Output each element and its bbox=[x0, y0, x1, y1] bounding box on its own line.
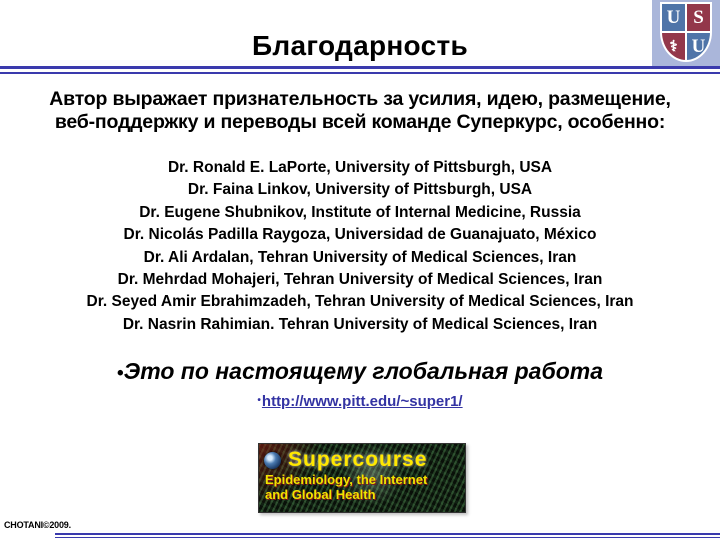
acknowledgement-line: Dr. Nicolás Padilla Raygoza, Universidad de Guanajuato, México bbox=[123, 226, 597, 244]
footer-rule-thin bbox=[55, 537, 720, 538]
shield-quadrant-letter: S bbox=[687, 4, 710, 31]
footer-rule-thick bbox=[55, 533, 720, 535]
medical-staff-icon: ⚕ bbox=[669, 39, 678, 55]
intro-line-1: Автор выражает признательность за усилия, идею, размещение, bbox=[49, 88, 671, 110]
title-underline-rule-thick bbox=[0, 66, 720, 69]
shield-quadrant-letter: U bbox=[687, 33, 710, 60]
bullet-icon: • bbox=[257, 395, 261, 406]
banner-subtitle-line-2: and Global Health bbox=[265, 487, 376, 502]
acknowledgement-line: Dr. Ali Ardalan, Tehran University of Medical Sciences, Iran bbox=[143, 248, 577, 266]
supercourse-url-link[interactable]: http://www.pitt.edu/~super1/ bbox=[261, 393, 463, 410]
acknowledgement-line: Dr. Nasrin Rahimian. Tehran University of Medical Sciences, Iran bbox=[122, 315, 598, 333]
title-underline-rule-thin bbox=[0, 72, 720, 74]
banner-title-row bbox=[259, 444, 465, 472]
page-title: Благодарность bbox=[251, 30, 468, 61]
acknowledgement-line: Dr. Eugene Shubnikov, Institute of Internal Medicine, Russia bbox=[139, 203, 581, 221]
banner-subtitle-line-1: Epidemiology, the Internet bbox=[265, 472, 428, 487]
acknowledgement-line: Dr. Faina Linkov, University of Pittsburgh, USA bbox=[187, 181, 533, 199]
shield-icon bbox=[660, 2, 712, 62]
global-work-statement-text: Это по настоящему глобальная работа bbox=[123, 358, 603, 384]
intro-line-2: веб-поддержку и переводы всей команде Суперкурс, особенно: bbox=[54, 111, 666, 133]
bullet-icon: • bbox=[117, 363, 124, 384]
globe-icon bbox=[264, 452, 281, 469]
acknowledgement-line: Dr. Ronald E. LaPorte, University of Pittsburgh, USA bbox=[167, 159, 553, 176]
university-crest-logo bbox=[652, 0, 720, 66]
supercourse-link-row bbox=[0, 393, 720, 410]
supercourse-banner-image bbox=[258, 443, 466, 513]
global-work-statement bbox=[0, 358, 720, 385]
acknowledgement-line: Dr. Seyed Amir Ebrahimzadeh, Tehran University of Medical Sciences, Iran bbox=[86, 293, 634, 311]
acknowledgement-line: Dr. Mehrdad Mohajeri, Tehran University of Medical Sciences, Iran bbox=[117, 271, 603, 289]
acknowledgement-list bbox=[0, 157, 720, 336]
intro-paragraph bbox=[0, 88, 720, 134]
banner-title: Supercourse bbox=[288, 448, 428, 471]
shield-quadrant-letter: U bbox=[662, 4, 685, 31]
copyright-text: CHOTANI©2009. bbox=[4, 520, 71, 530]
